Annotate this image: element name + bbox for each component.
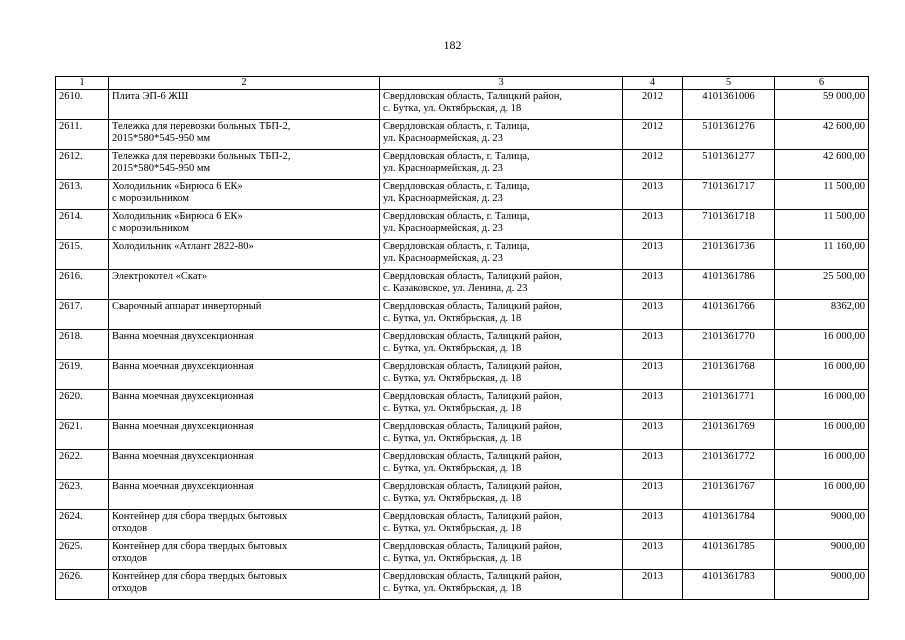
item-inventory-number: 7101361717 — [683, 180, 775, 210]
item-address-line: с. Бутка, ул. Октябрьская, д. 18 — [383, 373, 522, 384]
item-address — [380, 90, 623, 120]
item-name-line: Ванна моечная двухсекционная — [112, 361, 254, 372]
item-name — [109, 270, 380, 300]
table-row — [56, 240, 869, 270]
item-year: 2013 — [623, 210, 683, 240]
item-name-line: Сварочный аппарат инверторный — [112, 301, 262, 312]
item-address — [380, 150, 623, 180]
item-year: 2013 — [623, 270, 683, 300]
row-number: 2622. — [56, 450, 109, 480]
item-value: 11 500,00 — [775, 210, 869, 240]
item-year: 2013 — [623, 240, 683, 270]
item-address — [380, 390, 623, 420]
row-number: 2626. — [56, 570, 109, 600]
item-name-line: с морозильником — [112, 193, 189, 204]
item-name — [109, 540, 380, 570]
item-address-line: ул. Красноармейская, д. 23 — [383, 133, 503, 144]
item-value: 9000,00 — [775, 510, 869, 540]
item-name — [109, 300, 380, 330]
row-number: 2614. — [56, 210, 109, 240]
table-row — [56, 390, 869, 420]
item-address — [380, 180, 623, 210]
item-address — [380, 570, 623, 600]
column-header-2: 2 — [109, 77, 380, 90]
item-name-line: Контейнер для сбора твердых бытовых — [112, 571, 288, 582]
item-name-line: Ванна моечная двухсекционная — [112, 421, 254, 432]
item-address-line: Свердловская область, Талицкий район, — [383, 361, 563, 372]
item-name-line: Контейнер для сбора твердых бытовых — [112, 511, 288, 522]
item-year: 2013 — [623, 510, 683, 540]
row-number: 2616. — [56, 270, 109, 300]
item-name-line: Электрокотел «Скат» — [112, 271, 208, 282]
item-address-line: с. Бутка, ул. Октябрьская, д. 18 — [383, 403, 522, 414]
item-name — [109, 450, 380, 480]
item-inventory-number: 2101361772 — [683, 450, 775, 480]
item-address-line: ул. Красноармейская, д. 23 — [383, 163, 503, 174]
item-name-line: 2015*580*545-950 мм — [112, 163, 211, 174]
item-name-line: Ванна моечная двухсекционная — [112, 481, 254, 492]
item-value: 42 600,00 — [775, 150, 869, 180]
item-year: 2013 — [623, 390, 683, 420]
row-number: 2615. — [56, 240, 109, 270]
table-row — [56, 450, 869, 480]
table-row — [56, 510, 869, 540]
property-registry-table — [55, 76, 869, 600]
item-name-line: Холодильник «Бирюса 6 ЕК» — [112, 211, 243, 222]
item-address-line: Свердловская область, Талицкий район, — [383, 451, 563, 462]
item-year: 2013 — [623, 450, 683, 480]
row-number: 2610. — [56, 90, 109, 120]
item-address — [380, 540, 623, 570]
item-name — [109, 180, 380, 210]
table-row — [56, 420, 869, 450]
item-year: 2012 — [623, 90, 683, 120]
item-name-line: Ванна моечная двухсекционная — [112, 391, 254, 402]
item-inventory-number: 4101361006 — [683, 90, 775, 120]
item-value: 16 000,00 — [775, 450, 869, 480]
item-inventory-number: 2101361736 — [683, 240, 775, 270]
item-name-line: Ванна моечная двухсекционная — [112, 331, 254, 342]
item-address-line: с. Бутка, ул. Октябрьская, д. 18 — [383, 583, 522, 594]
item-value: 42 600,00 — [775, 120, 869, 150]
item-address-line: Свердловская область, г. Талица, — [383, 121, 530, 132]
item-address-line: ул. Красноармейская, д. 23 — [383, 253, 503, 264]
table-row — [56, 270, 869, 300]
item-address — [380, 360, 623, 390]
item-address — [380, 450, 623, 480]
table-row — [56, 330, 869, 360]
column-header-3: 3 — [380, 77, 623, 90]
row-number: 2619. — [56, 360, 109, 390]
row-number: 2613. — [56, 180, 109, 210]
item-inventory-number: 4101361785 — [683, 540, 775, 570]
item-address-line: с. Бутка, ул. Октябрьская, д. 18 — [383, 313, 522, 324]
item-inventory-number: 4101361766 — [683, 300, 775, 330]
item-address-line: Свердловская область, Талицкий район, — [383, 421, 563, 432]
row-number: 2623. — [56, 480, 109, 510]
item-address-line: с. Казаковское, ул. Ленина, д. 23 — [383, 283, 528, 294]
item-name — [109, 330, 380, 360]
item-year: 2013 — [623, 330, 683, 360]
item-year: 2012 — [623, 150, 683, 180]
table-row — [56, 90, 869, 120]
item-name-line: Плита ЭП-6 ЖШ — [112, 91, 189, 102]
item-address — [380, 420, 623, 450]
item-name — [109, 150, 380, 180]
item-value: 25 500,00 — [775, 270, 869, 300]
item-address-line: Свердловская область, Талицкий район, — [383, 391, 563, 402]
item-name-line: Холодильник «Бирюса 6 ЕК» — [112, 181, 243, 192]
table-body — [56, 90, 869, 600]
item-name — [109, 90, 380, 120]
item-name — [109, 510, 380, 540]
item-year: 2013 — [623, 300, 683, 330]
item-address-line: ул. Красноармейская, д. 23 — [383, 223, 503, 234]
item-address-line: с. Бутка, ул. Октябрьская, д. 18 — [383, 343, 522, 354]
item-name — [109, 210, 380, 240]
table-row — [56, 300, 869, 330]
row-number: 2618. — [56, 330, 109, 360]
item-year: 2013 — [623, 180, 683, 210]
item-name — [109, 240, 380, 270]
row-number: 2620. — [56, 390, 109, 420]
table-row — [56, 210, 869, 240]
item-name-line: 2015*580*545-950 мм — [112, 133, 211, 144]
row-number: 2612. — [56, 150, 109, 180]
item-value: 9000,00 — [775, 540, 869, 570]
table-row — [56, 180, 869, 210]
item-address-line: с. Бутка, ул. Октябрьская, д. 18 — [383, 493, 522, 504]
item-name-line: Контейнер для сбора твердых бытовых — [112, 541, 288, 552]
column-header-4: 4 — [623, 77, 683, 90]
item-name — [109, 570, 380, 600]
item-inventory-number: 5101361277 — [683, 150, 775, 180]
item-address-line: Свердловская область, Талицкий район, — [383, 481, 563, 492]
item-name — [109, 420, 380, 450]
row-number: 2625. — [56, 540, 109, 570]
table-row — [56, 570, 869, 600]
item-address — [380, 210, 623, 240]
item-name-line: Холодильник «Атлант 2822-80» — [112, 241, 254, 252]
item-value: 8362,00 — [775, 300, 869, 330]
item-address-line: с. Бутка, ул. Октябрьская, д. 18 — [383, 523, 522, 534]
item-address-line: с. Бутка, ул. Октябрьская, д. 18 — [383, 553, 522, 564]
item-address-line: Свердловская область, Талицкий район, — [383, 511, 563, 522]
item-year: 2012 — [623, 120, 683, 150]
item-year: 2013 — [623, 360, 683, 390]
table-row — [56, 360, 869, 390]
item-address-line: Свердловская область, г. Талица, — [383, 241, 530, 252]
item-name — [109, 480, 380, 510]
item-name-line: отходов — [112, 553, 148, 564]
item-inventory-number: 2101361767 — [683, 480, 775, 510]
item-inventory-number: 5101361276 — [683, 120, 775, 150]
item-address — [380, 120, 623, 150]
item-inventory-number: 2101361769 — [683, 420, 775, 450]
table-header-row — [56, 77, 869, 90]
item-address-line: Свердловская область, г. Талица, — [383, 181, 530, 192]
item-name-line: Тележка для перевозки больных ТБП-2, — [112, 151, 291, 162]
item-year: 2013 — [623, 480, 683, 510]
table-row — [56, 480, 869, 510]
item-address-line: Свердловская область, Талицкий район, — [383, 541, 563, 552]
item-year: 2013 — [623, 570, 683, 600]
item-address-line: ул. Красноармейская, д. 23 — [383, 193, 503, 204]
item-value: 9000,00 — [775, 570, 869, 600]
item-address — [380, 510, 623, 540]
item-name-line: отходов — [112, 523, 148, 534]
row-number: 2624. — [56, 510, 109, 540]
table-row — [56, 150, 869, 180]
item-inventory-number: 2101361771 — [683, 390, 775, 420]
item-address-line: с. Бутка, ул. Октябрьская, д. 18 — [383, 103, 522, 114]
item-name-line: Тележка для перевозки больных ТБП-2, — [112, 121, 291, 132]
item-address — [380, 270, 623, 300]
table-row — [56, 540, 869, 570]
table-row — [56, 120, 869, 150]
row-number: 2611. — [56, 120, 109, 150]
item-address-line: Свердловская область, г. Талица, — [383, 211, 530, 222]
item-address — [380, 330, 623, 360]
item-inventory-number: 7101361718 — [683, 210, 775, 240]
item-address — [380, 480, 623, 510]
item-name — [109, 120, 380, 150]
column-header-1: 1 — [56, 77, 109, 90]
item-year: 2013 — [623, 540, 683, 570]
item-value: 16 000,00 — [775, 480, 869, 510]
item-address-line: с. Бутка, ул. Октябрьская, д. 18 — [383, 463, 522, 474]
column-header-5: 5 — [683, 77, 775, 90]
item-address-line: Свердловская область, г. Талица, — [383, 151, 530, 162]
row-number: 2617. — [56, 300, 109, 330]
item-address-line: Свердловская область, Талицкий район, — [383, 331, 563, 342]
item-value: 16 000,00 — [775, 330, 869, 360]
item-name — [109, 360, 380, 390]
item-value: 16 000,00 — [775, 390, 869, 420]
item-address-line: Свердловская область, Талицкий район, — [383, 91, 563, 102]
item-address-line: Свердловская область, Талицкий район, — [383, 271, 563, 282]
item-value: 11 500,00 — [775, 180, 869, 210]
item-value: 11 160,00 — [775, 240, 869, 270]
item-value: 16 000,00 — [775, 420, 869, 450]
item-address — [380, 240, 623, 270]
item-address-line: Свердловская область, Талицкий район, — [383, 571, 563, 582]
page-number: 182 — [443, 38, 462, 52]
item-address-line: с. Бутка, ул. Октябрьская, д. 18 — [383, 433, 522, 444]
item-value: 16 000,00 — [775, 360, 869, 390]
item-name-line: отходов — [112, 583, 148, 594]
item-inventory-number: 2101361768 — [683, 360, 775, 390]
item-inventory-number: 2101361770 — [683, 330, 775, 360]
item-inventory-number: 4101361784 — [683, 510, 775, 540]
item-inventory-number: 4101361783 — [683, 570, 775, 600]
item-year: 2013 — [623, 420, 683, 450]
row-number: 2621. — [56, 420, 109, 450]
item-address — [380, 300, 623, 330]
column-header-6: 6 — [775, 77, 869, 90]
item-address-line: Свердловская область, Талицкий район, — [383, 301, 563, 312]
item-name-line: с морозильником — [112, 223, 189, 234]
item-value: 59 000,00 — [775, 90, 869, 120]
item-inventory-number: 4101361786 — [683, 270, 775, 300]
item-name — [109, 390, 380, 420]
item-name-line: Ванна моечная двухсекционная — [112, 451, 254, 462]
